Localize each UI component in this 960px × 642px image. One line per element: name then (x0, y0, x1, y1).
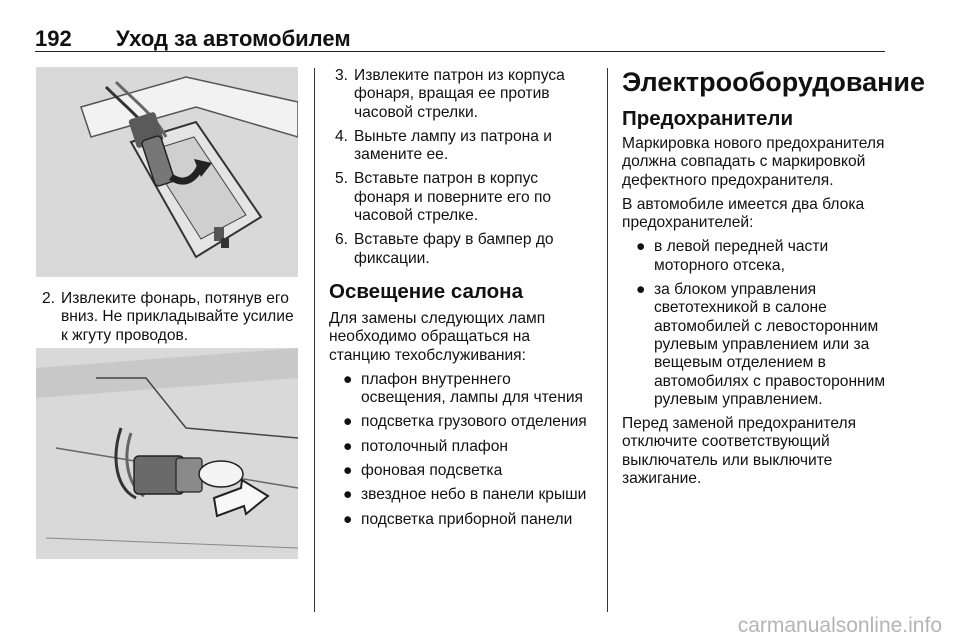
bullet-icon: ● (343, 413, 353, 431)
list-item (622, 281, 888, 409)
illustration-lamp-removal (36, 67, 298, 277)
list-item-text: за блоком управления светотехникой в салоне автомобилей с левосторонним рулевым управлением или за вещевым отделением в автомобилях с правосторонним рулевым управлением. (654, 281, 886, 408)
list-item (329, 438, 595, 456)
chapter-title-electrical: Электрооборудование (622, 67, 926, 97)
fuse-marking-paragraph: Маркировка нового предохранителя должна совпадать с маркировкой дефектного предохранителя. (622, 135, 885, 189)
step-4 (329, 128, 595, 165)
illustration-bulb-removal (36, 348, 298, 559)
fuse-blocks-paragraph: В автомобиле имеется два блока предохранителей: (622, 195, 865, 232)
list-item (329, 371, 595, 408)
bullet-icon: ● (343, 370, 353, 388)
list-item (329, 486, 595, 504)
step-6 (329, 231, 595, 268)
page-header (35, 20, 885, 54)
right-column-text (622, 67, 926, 494)
step-number: 4. (335, 127, 349, 145)
list-item-text: в левой передней части моторного отсека, (654, 238, 829, 274)
section-title-interior-lighting: Освещение салона (329, 279, 523, 303)
step-text: Вставьте патрон в корпус фонаря и поверните его по часовой стрелке. (354, 170, 552, 225)
intro-paragraph: Для замены следующих ламп необходимо обращаться на станцию техобслуживания: (329, 309, 546, 364)
step-text: Выньте лампу из патрона и замените ее. (354, 127, 552, 164)
list-item (622, 238, 888, 275)
step-number: 3. (335, 67, 349, 84)
bullet-icon: ● (636, 238, 646, 256)
list-item (329, 413, 595, 431)
header-rule (35, 51, 885, 52)
column-divider-1 (314, 68, 315, 612)
step-number: 2. (42, 290, 56, 307)
middle-column-text (329, 67, 595, 535)
bullet-icon: ● (343, 486, 353, 504)
column-divider-2 (607, 68, 608, 612)
watermark: carmanualsonline.info (737, 614, 942, 637)
section-title-fuses: Предохранители (622, 107, 794, 130)
list-item-text: потолочный плафон (361, 437, 508, 455)
bullet-icon: ● (343, 510, 353, 528)
step-text: Вставьте фару в бампер до фиксации. (354, 231, 554, 267)
left-column-text (36, 290, 302, 351)
list-item-text: звездное небо в панели крыши (361, 486, 587, 504)
step-number: 6. (335, 231, 349, 249)
list-item-text: подсветка грузового отделения (361, 413, 587, 431)
fuse-replace-paragraph: Перед заменой предохранителя отключите соответствующий выключатель или выключите зажигание. (622, 415, 857, 488)
page-number: 192 (35, 26, 72, 51)
step-3 (329, 67, 595, 122)
list-item-text: подсветка приборной панели (361, 510, 573, 528)
step-text: Извлеките фонарь, потянув его вниз. Не прикладывайте усилие к жгуту проводов. (61, 290, 294, 344)
list-item (329, 462, 595, 480)
bullet-icon: ● (343, 437, 353, 455)
list-item-text: фоновая подсветка (361, 462, 503, 480)
list-item (329, 511, 595, 529)
page-title: Уход за автомобилем (116, 26, 351, 51)
step-number: 5. (335, 170, 349, 188)
step-2 (36, 290, 302, 345)
step-5 (329, 170, 595, 225)
bullet-icon: ● (343, 462, 353, 480)
list-item-text: плафон внутреннего освещения, лампы для чтения (361, 370, 583, 407)
step-text: Извлеките патрон из корпуса фонаря, вращая ее против часовой стрелки. (354, 67, 565, 121)
bullet-icon: ● (636, 281, 646, 299)
